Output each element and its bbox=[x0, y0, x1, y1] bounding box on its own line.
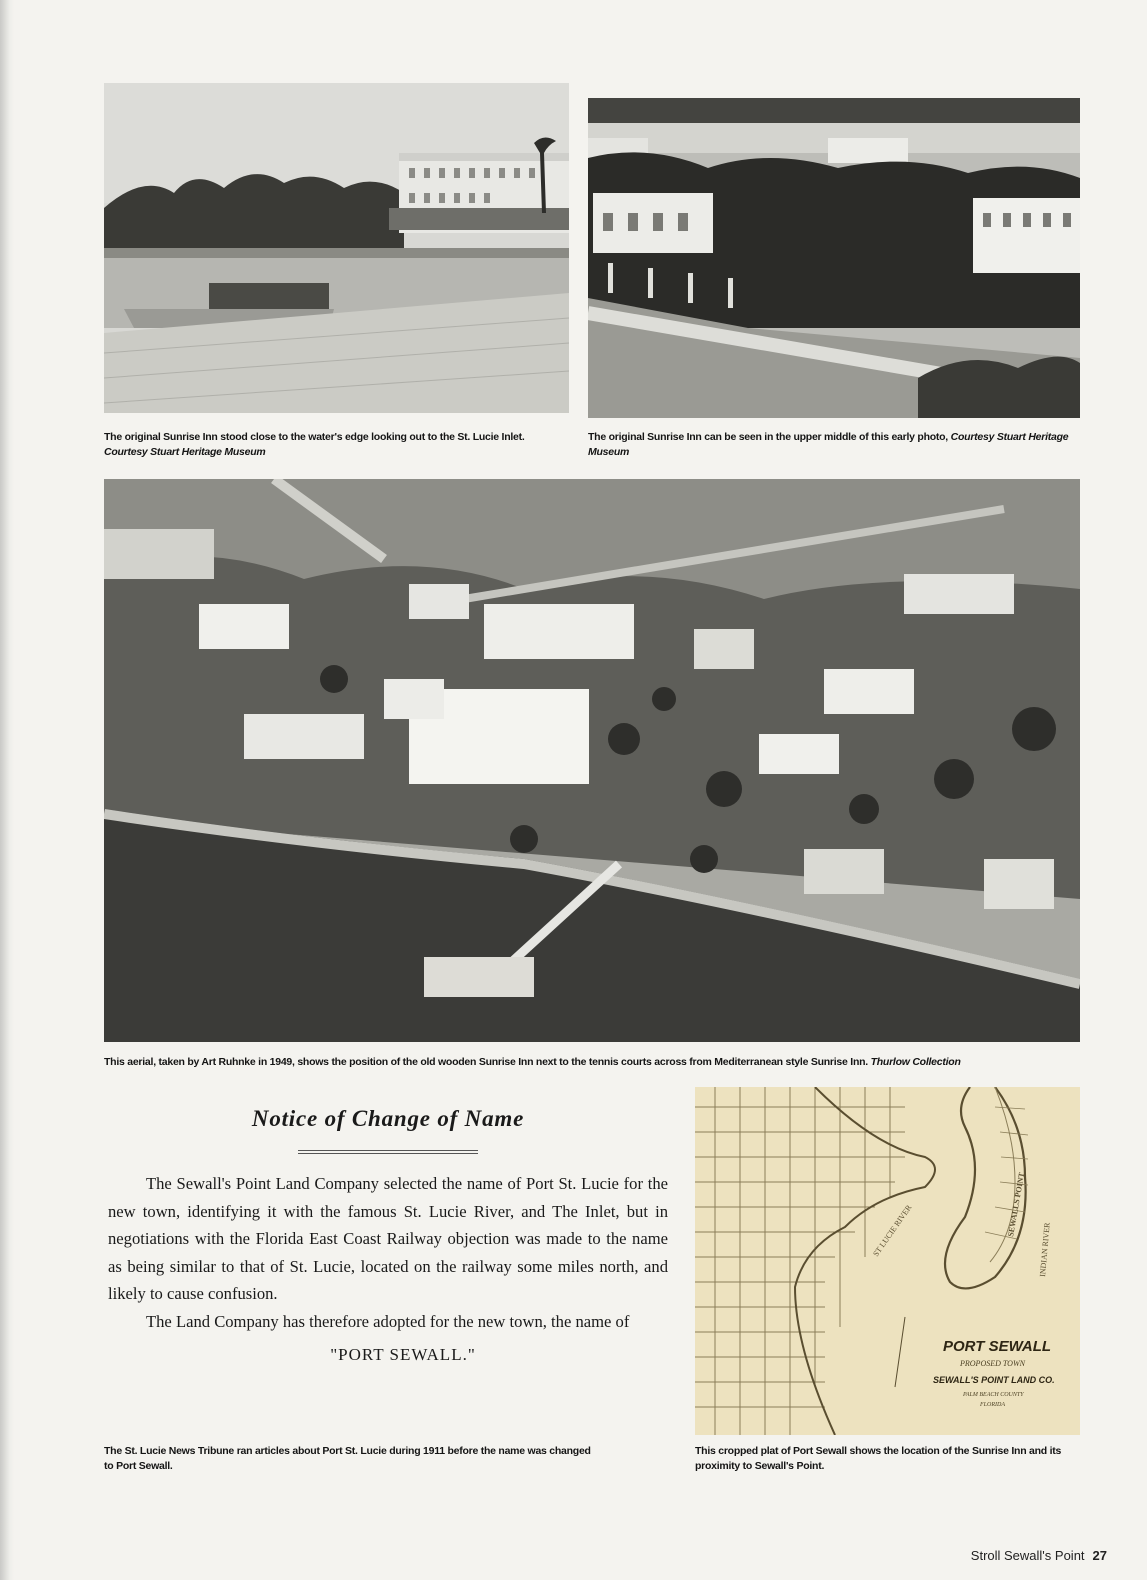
photo-early-town-view bbox=[588, 98, 1080, 418]
notice-paragraph-1: The Sewall's Point Land Company selected the name of Port St. Lucie for the new town, identifying it with the famous St. Lucie River, and The Inlet, but in negotiations with the Florida East Coast Railway objection was made to the name as being similar to that of St. Lucie, located on the railway some miles north, and likely to cause confusion. bbox=[108, 1174, 668, 1303]
map-title: PORT SEWALL bbox=[943, 1338, 1052, 1355]
caption-aerial bbox=[104, 1055, 1094, 1070]
notice-paragraph-2: The Land Company has therefore adopted for the new town, the name of bbox=[146, 1311, 630, 1331]
caption-plat: This cropped plat of Port Sewall shows the location of the Sunrise Inn and its proximity to Sewall's Point. bbox=[695, 1445, 1062, 1472]
map-port-sewall-plat bbox=[695, 1087, 1080, 1435]
notice-body bbox=[108, 1170, 668, 1369]
caption-top-right-credit: Courtesy Stuart Heritage Museum bbox=[588, 431, 1069, 458]
map-state: FLORIDA bbox=[980, 1402, 1005, 1408]
map-company: SEWALL'S POINT LAND CO. bbox=[933, 1375, 1055, 1385]
publication-name: Stroll Sewall's Point bbox=[970, 1548, 1085, 1563]
map-subtitle: PROPOSED TOWN bbox=[960, 1359, 1025, 1368]
map-county: PALM BEACH COUNTY bbox=[963, 1392, 1024, 1398]
caption-top-right bbox=[588, 430, 1083, 460]
map-label-st-lucie-river: ST LUCIE RIVER bbox=[871, 1203, 914, 1259]
caption-aerial-credit: Thurlow Collection bbox=[870, 1056, 961, 1068]
page-number: 27 bbox=[1092, 1548, 1107, 1563]
page-footer bbox=[971, 1548, 1107, 1563]
notice-clipping bbox=[108, 1094, 668, 1424]
notice-new-name: "PORT SEWALL." bbox=[330, 1345, 476, 1364]
caption-top-left-text: The original Sunrise Inn stood close to the water's edge looking out to the St. Lucie Inlet. bbox=[104, 431, 525, 443]
caption-top-right-text: The original Sunrise Inn can be seen in the upper middle of this early photo, bbox=[588, 431, 948, 443]
caption-notice: The St. Lucie News Tribune ran articles about Port St. Lucie during 1911 before the name was changed to Port Sewall. bbox=[104, 1445, 591, 1472]
caption-aerial-text: This aerial, taken by Art Ruhnke in 1949, shows the position of the old wooden Sunrise Inn next to the tennis courts across from Mediterranean style Sunrise Inn. bbox=[104, 1056, 868, 1068]
map-label-sewalls-point: SEWALLS POINT bbox=[1006, 1171, 1027, 1238]
page-binding-shadow bbox=[0, 0, 14, 1580]
notice-divider bbox=[298, 1150, 478, 1154]
map-label-indian-river: INDIAN RIVER bbox=[1038, 1222, 1052, 1278]
photo-sunrise-inn-waterfront bbox=[104, 83, 569, 413]
notice-title: Notice of Change of Name bbox=[251, 1106, 525, 1131]
photo-aerial-1949 bbox=[104, 479, 1080, 1042]
caption-top-left bbox=[104, 430, 574, 460]
caption-top-left-credit: Courtesy Stuart Heritage Museum bbox=[104, 446, 266, 458]
